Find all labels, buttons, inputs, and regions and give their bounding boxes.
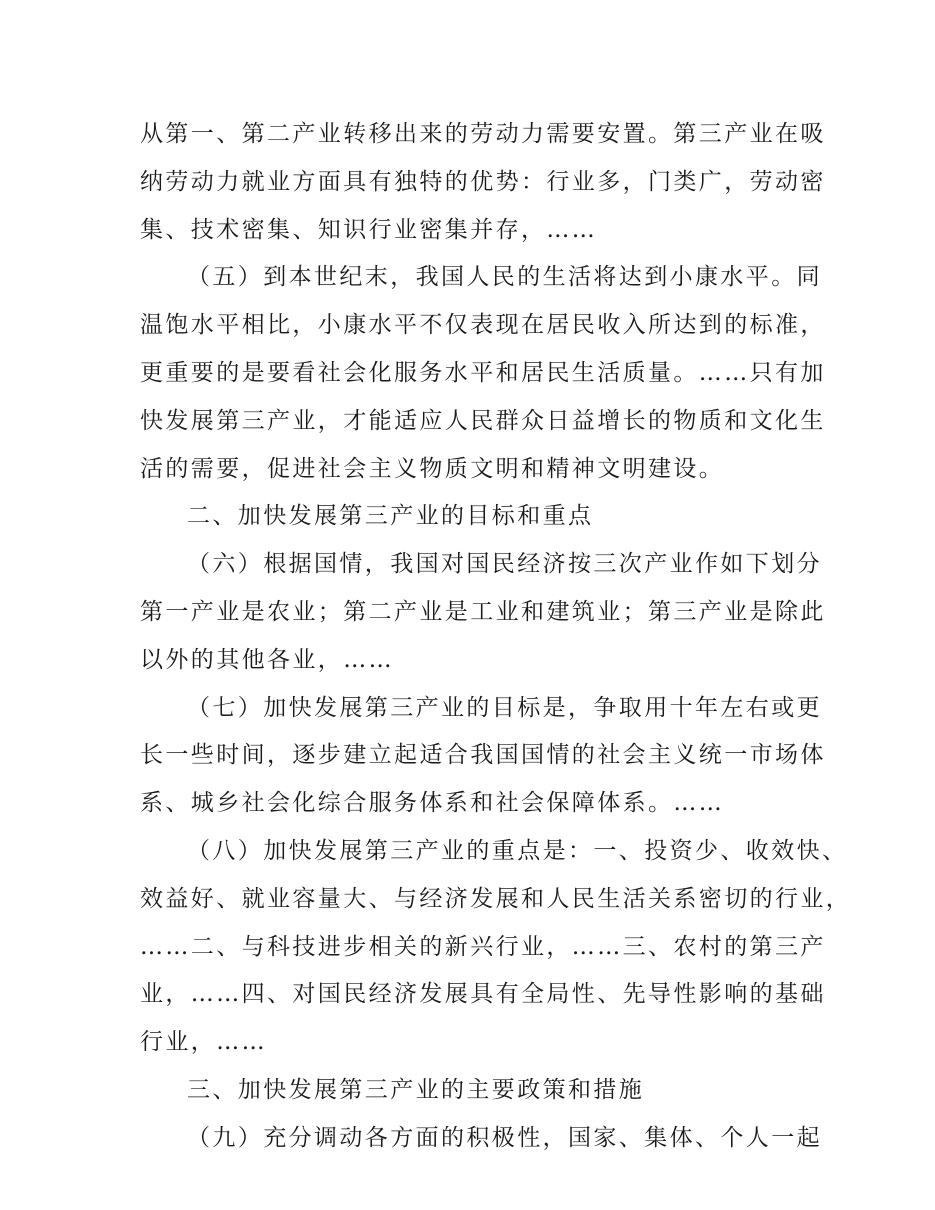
text-line: 系、城乡社会化综合服务体系和社会保障体系。……	[140, 790, 725, 817]
text-line: 温饱水平相比，小康水平不仅表现在居民收入所达到的标准，	[140, 312, 826, 339]
paragraph-start-line: （八）加快发展第三产业的重点是：一、投资少、收效快、	[187, 837, 848, 864]
text-line: 快发展第三产业，才能适应人民群众日益增长的物质和文化生	[140, 407, 826, 434]
document-body	[140, 111, 852, 1163]
text-line: 纳劳动力就业方面具有独特的优势：行业多，门类广，劳动密	[140, 168, 826, 195]
text-line: 集、技术密集、知识行业密集并存，……	[140, 216, 598, 243]
paragraph-start-line: （六）根据国情，我国对国民经济按三次产业作如下划分	[187, 551, 822, 578]
section-heading: 三、加快发展第三产业的主要政策和措施	[187, 1076, 645, 1103]
text-line: ……二、与科技进步相关的新兴行业，……三、农村的第三产	[140, 933, 826, 960]
section-heading: 二、加快发展第三产业的目标和重点	[187, 503, 594, 530]
text-line: 第一产业是农业；第二产业是工业和建筑业；第三产业是除此	[140, 598, 826, 625]
text-line: 效益好、就业容量大、与经济发展和人民生活关系密切的行业，	[140, 885, 852, 912]
paragraph-start-line: （五）到本世纪末，我国人民的生活将达到小康水平。同	[187, 264, 822, 291]
text-line: 长一些时间，逐步建立起适合我国国情的社会主义统一市场体	[140, 742, 826, 769]
text-line: 活的需要，促进社会主义物质文明和精神文明建设。	[140, 455, 725, 482]
text-line: 行业，……	[140, 1029, 267, 1056]
text-line: 从第一、第二产业转移出来的劳动力需要安置。第三产业在吸	[140, 121, 826, 147]
text-line: 更重要的是要看社会化服务水平和居民生活质量。……只有加	[140, 359, 826, 386]
paragraph-start-line: （九）充分调动各方面的积极性，国家、集体、个人一起	[187, 1124, 822, 1151]
paragraph-start-line: （七）加快发展第三产业的目标是，争取用十年左右或更	[187, 694, 822, 721]
text-line: 业，……四、对国民经济发展具有全局性、先导性影响的基础	[140, 981, 826, 1008]
text-line: 以外的其他各业，……	[140, 646, 394, 673]
